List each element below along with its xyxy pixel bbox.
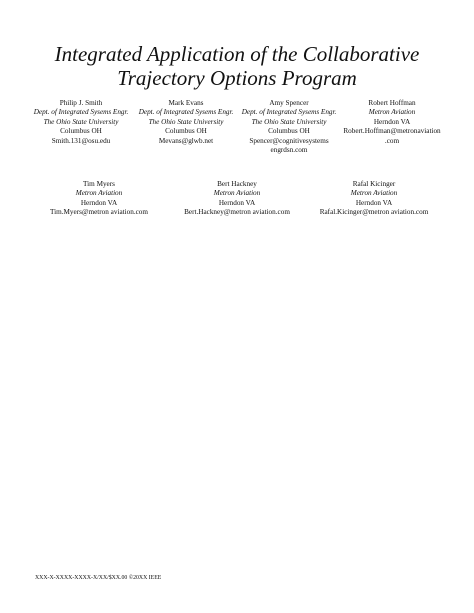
author-email: Tim.Myers@metron aviation.com	[50, 208, 148, 217]
author-location: Herndon VA	[80, 198, 118, 207]
author-block-hackney	[167, 180, 307, 218]
author-affiliation: The Ohio State University	[43, 117, 119, 126]
author-block-evans	[131, 99, 241, 146]
author-block-spencer	[234, 99, 344, 155]
author-block-kicinger	[304, 180, 444, 218]
paper-title-line-1: Integrated Application of the Collaborative	[54, 42, 420, 66]
author-affiliation: Metron Aviation	[75, 189, 123, 198]
author-name: Philip J. Smith	[59, 99, 103, 107]
author-block-smith	[26, 99, 136, 146]
copyright-footer: XXX-X-XXXX-XXXX-X/XX/$XX.00 ©20XX IEEE	[35, 575, 162, 581]
author-department: Dept. of Integrated Sysems Engr.	[138, 108, 234, 117]
author-name: Robert Hoffman	[368, 99, 416, 107]
author-department: Dept. of Integrated Sysems Engr.	[241, 108, 337, 117]
author-affiliation: Metron Aviation	[350, 189, 398, 198]
author-email: Smith.131@osu.edu	[51, 136, 111, 145]
author-email: Rafal.Kicinger@metron aviation.com	[319, 208, 429, 217]
author-email: Robert.Hoffman@metronaviation	[343, 127, 441, 136]
author-email: Mevans@glwb.net	[158, 136, 214, 145]
author-affiliation: Metron Aviation	[213, 189, 261, 198]
author-location: Columbus OH	[165, 127, 207, 136]
author-email-continued: .com	[384, 136, 400, 145]
author-location: Herndon VA	[218, 198, 256, 207]
author-name: Rafal Kicinger	[352, 180, 396, 188]
author-affiliation: The Ohio State University	[148, 117, 224, 126]
author-location: Columbus OH	[60, 127, 102, 136]
author-location: Columbus OH	[268, 127, 310, 136]
author-email: Spencer@cognitivesystems	[249, 136, 329, 145]
author-affiliation: Metron Aviation	[368, 108, 416, 117]
author-email: Bert.Hackney@metron aviation.com	[184, 208, 290, 217]
paper-title-line-2: Trajectory Options Program	[117, 66, 357, 90]
author-email-continued: engrdsn.com	[270, 146, 308, 155]
author-name: Amy Spencer	[269, 99, 309, 107]
author-name: Bert Hackney	[217, 180, 257, 188]
author-block-hoffman	[337, 99, 447, 146]
author-block-myers	[29, 180, 169, 218]
author-location: Herndon VA	[373, 117, 411, 126]
author-affiliation: The Ohio State University	[251, 117, 327, 126]
author-name: Mark Evans	[168, 99, 204, 107]
author-location: Herndon VA	[355, 198, 393, 207]
author-name: Tim Myers	[83, 180, 115, 188]
author-department: Dept. of Integrated Sysems Engr.	[33, 108, 129, 117]
